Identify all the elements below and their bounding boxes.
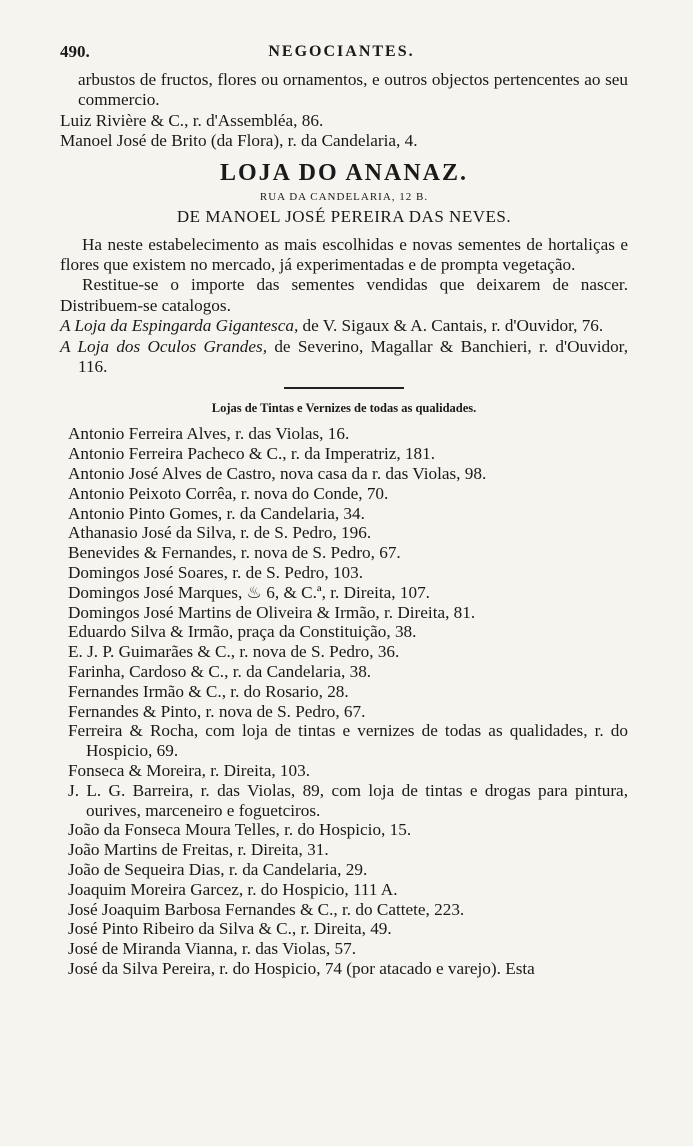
list-item: Antonio José Alves de Castro, nova casa da r. das Violas, 98. <box>68 464 487 484</box>
ad-paragraph-refund: Restitue-se o importe das sementes vendidas que deixarem de nascer. Distribuem-se catalogos. <box>60 275 628 315</box>
entry-continuation: arbustos de fructos, flores ou ornamentos, e outros objectos pertencentes ao seu commercio. <box>78 70 628 110</box>
list-item: João de Sequeira Dias, r. da Candelaria, 29. <box>68 860 368 879</box>
list-item: José de Miranda Vianna, r. das Violas, 57. <box>68 939 357 959</box>
entry-oculos-details: de Severino, Magallar & Banchieri, r. d'Ouvidor, 116. <box>78 336 628 377</box>
page-body <box>60 70 628 979</box>
directory-list <box>68 424 628 978</box>
list-item: Athanasio José da Silva, r. de S. Pedro, 196. <box>68 523 372 543</box>
entry-espingarda-name: A Loja da Espingarda Gigantesca, <box>60 316 299 336</box>
list-item: Antonio Ferreira Alves, r. das Violas, 16. <box>68 424 350 444</box>
shop-name-heading: LOJA DO ANANAZ. <box>219 159 469 186</box>
list-item: Ferreira & Rocha, com loja de tintas e vernizes de todas as qualidades, r. do Hospicio, 69. <box>68 721 628 761</box>
running-title: NEGOCIANTES. <box>268 43 415 60</box>
list-item: Benevides & Fernandes, r. nova de S. Pedro, 67. <box>68 543 401 563</box>
shop-owner: DE MANOEL JOSÉ PEREIRA DAS NEVES. <box>176 206 512 226</box>
list-item: Fonseca & Moreira, r. Direita, 103. <box>68 761 310 781</box>
list-item: Domingos José Soares, r. de S. Pedro, 103. <box>68 563 364 583</box>
entry-manoel-brito: Manoel José de Brito (da Flora), r. da Candelaria, 4. <box>60 131 418 151</box>
list-item: Eduardo Silva & Irmão, praça da Constituição, 38. <box>68 622 417 642</box>
list-item: Fernandes & Pinto, r. nova de S. Pedro, 67. <box>68 701 366 721</box>
page-header <box>60 42 623 66</box>
section-divider <box>284 387 404 389</box>
page-number: 490. <box>60 42 90 61</box>
list-item: Domingos José Martins de Oliveira & Irmão, r. Direita, 81. <box>68 602 476 622</box>
ad-paragraph-seeds: Ha neste estabelecimento as mais escolhidas e novas sementes de hortaliças e flores que existem no mercado, já experimentadas e de prompta vegetação. <box>60 234 628 275</box>
list-item: E. J. P. Guimarães & C., r. nova de S. Pedro, 36. <box>68 642 400 662</box>
entry-espingarda-details: de V. Sigaux & A. Cantais, r. d'Ouvidor, 76. <box>298 316 604 336</box>
list-item: Antonio Pinto Gomes, r. da Candelaria, 34. <box>68 503 365 523</box>
list-item: José Pinto Ribeiro da Silva & C., r. Direita, 49. <box>68 919 392 939</box>
entry-oculos <box>60 337 628 378</box>
shop-address: RUA DA CANDELARIA, 12 B. <box>259 190 429 203</box>
list-item: José da Silva Pereira, r. do Hospicio, 74 (por atacado e varejo). Esta <box>68 958 535 978</box>
list-item: Joaquim Moreira Garcez, r. do Hospicio, 111 A. <box>68 879 398 899</box>
entry-oculos-name: A Loja dos Oculos Grandes, <box>60 336 268 356</box>
list-item: João da Fonseca Moura Telles, r. do Hospicio, 15. <box>68 820 412 840</box>
list-item: Antonio Peixoto Corrêa, r. nova do Conde, 70. <box>68 483 389 503</box>
list-item: Antonio Ferreira Pacheco & C., r. da Imperatriz, 181. <box>68 444 436 464</box>
entry-luiz-riviere: Luiz Rivière & C., r. d'Assembléa, 86. <box>60 110 324 130</box>
list-item: J. L. G. Barreira, r. das Violas, 89, com loja de tintas e drogas para pintura, ourives, marceneiro e foguetciros. <box>68 780 628 820</box>
entry-espingarda <box>60 316 628 336</box>
list-item: Fernandes Irmão & C., r. do Rosario, 28. <box>68 681 349 701</box>
list-item: João Martins de Freitas, r. Direita, 31. <box>68 840 329 860</box>
section-heading: Lojas de Tintas e Vernizes de todas as qualidades. <box>211 401 477 416</box>
list-item: Domingos José Marques, ♨ 6, & C.ª, r. Direita, 107. <box>68 582 430 602</box>
list-item: Farinha, Cardoso & C., r. da Candelaria, 38. <box>68 662 372 682</box>
list-item: José Joaquim Barbosa Fernandes & C., r. do Cattete, 223. <box>68 899 465 919</box>
